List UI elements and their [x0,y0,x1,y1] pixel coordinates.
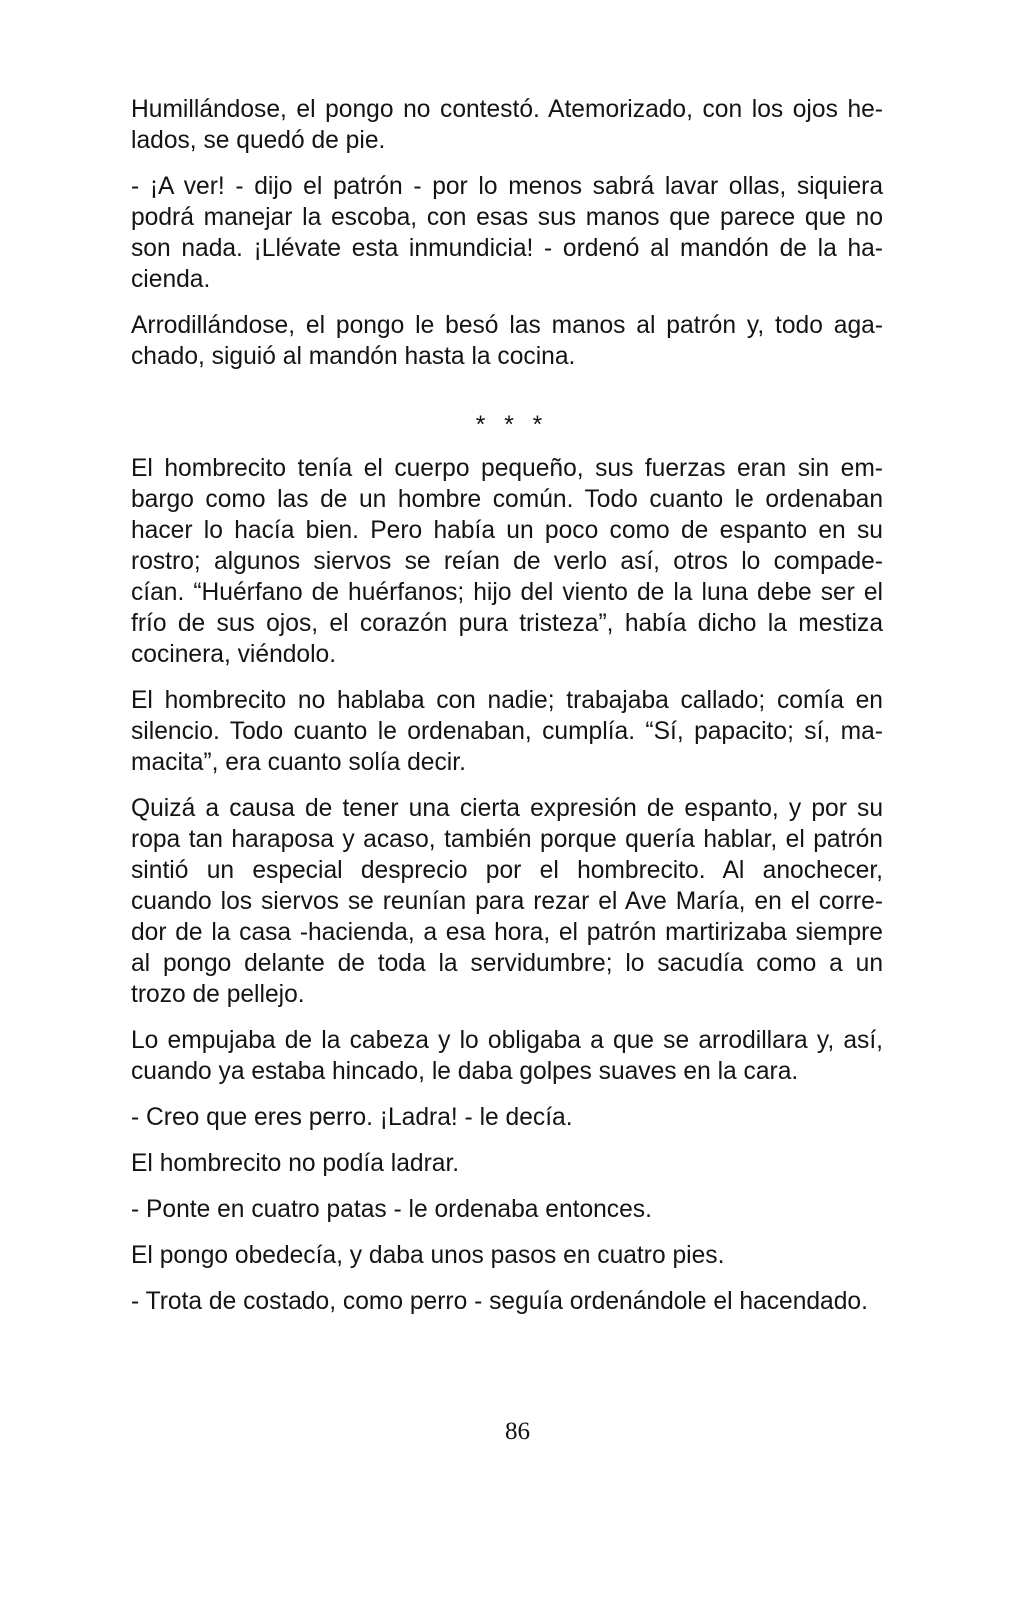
text-line: dor de la casa -hacienda, a esa hora, el patrón martirizaba siempre [131,919,883,946]
text-line: El hombrecito no hablaba con nadie; trabajaba callado; comía en [131,687,883,714]
text-line: silencio. Todo cuanto le ordenaban, cumplía. “Sí, papacito; sí, ma- [131,718,883,745]
text-line: - Creo que eres perro. ¡Ladra! - le decía. [131,1104,573,1131]
page-body [131,94,883,1332]
paragraph [131,94,883,156]
text-line: cuando ya estaba hincado, le daba golpes suaves en la cara. [131,1058,799,1085]
text-line: Quizá a causa de tener una cierta expresión de espanto, y por su [131,795,883,822]
text-line: cienda. [131,266,211,293]
page-number: 86 [505,1418,530,1445]
paragraph [131,1240,883,1271]
text-line: podrá manejar la escoba, con esas sus manos que parece que no [131,204,883,231]
text-line: cocinera, viéndolo. [131,641,337,668]
text-line: cuando los siervos se reunían para rezar el Ave María, en el corre- [131,888,883,915]
text-line: El pongo obedecía, y daba unos pasos en cuatro pies. [131,1242,725,1269]
section-separator: * * * [475,412,549,439]
paragraph [131,1148,883,1179]
text-line: Lo empujaba de la cabeza y lo obligaba a que se arrodillara y, así, [131,1027,883,1054]
text-line: - Ponte en cuatro patas - le ordenaba entonces. [131,1196,652,1223]
paragraph [131,1102,883,1133]
paragraph [131,453,883,670]
text-line: trozo de pellejo. [131,981,305,1008]
text-line: - ¡A ver! - dijo el patrón - por lo menos sabrá lavar ollas, siquiera [131,173,883,200]
text-line: sintió un especial desprecio por el hombrecito. Al anochecer, [131,857,883,884]
paragraph [131,685,883,778]
text-line: rostro; algunos siervos se reían de verlo así, otros lo compade- [131,548,883,575]
text-line: son nada. ¡Llévate esta inmundicia! - ordenó al mandón de la ha- [131,235,883,262]
paragraph [131,171,883,295]
text-line: cían. “Huérfano de huérfanos; hijo del viento de la luna debe ser el [131,579,883,606]
text-line: - Trota de costado, como perro - seguía ordenándole el hacendado. [131,1288,868,1315]
paragraph [131,1025,883,1087]
text-line: lados, se quedó de pie. [131,127,386,154]
text-line: El hombrecito tenía el cuerpo pequeño, sus fuerzas eran sin em- [131,455,883,482]
paragraph [131,1194,883,1225]
text-line: Arrodillándose, el pongo le besó las manos al patrón y, todo aga- [131,312,883,339]
paragraph [131,1286,883,1317]
text-line: Humillándose, el pongo no contestó. Atemorizado, con los ojos he- [131,96,883,123]
text-block-before-separator [131,94,883,372]
text-line: macita”, era cuanto solía decir. [131,749,466,776]
text-line: hacer lo hacía bien. Pero había un poco como de espanto en su [131,517,883,544]
text-block-after-separator [131,453,883,1317]
text-line: al pongo delante de toda la servidumbre; lo sacudía como a un [131,950,883,977]
paragraph [131,793,883,1010]
paragraph [131,310,883,372]
text-line: El hombrecito no podía ladrar. [131,1150,460,1177]
text-line: frío de sus ojos, el corazón pura tristeza”, había dicho la mestiza [131,610,883,637]
text-line: ropa tan haraposa y acaso, también porque quería hablar, el patrón [131,826,883,853]
text-line: bargo como las de un hombre común. Todo cuanto le ordenaban [131,486,883,513]
text-line: chado, siguió al mandón hasta la cocina. [131,343,576,370]
